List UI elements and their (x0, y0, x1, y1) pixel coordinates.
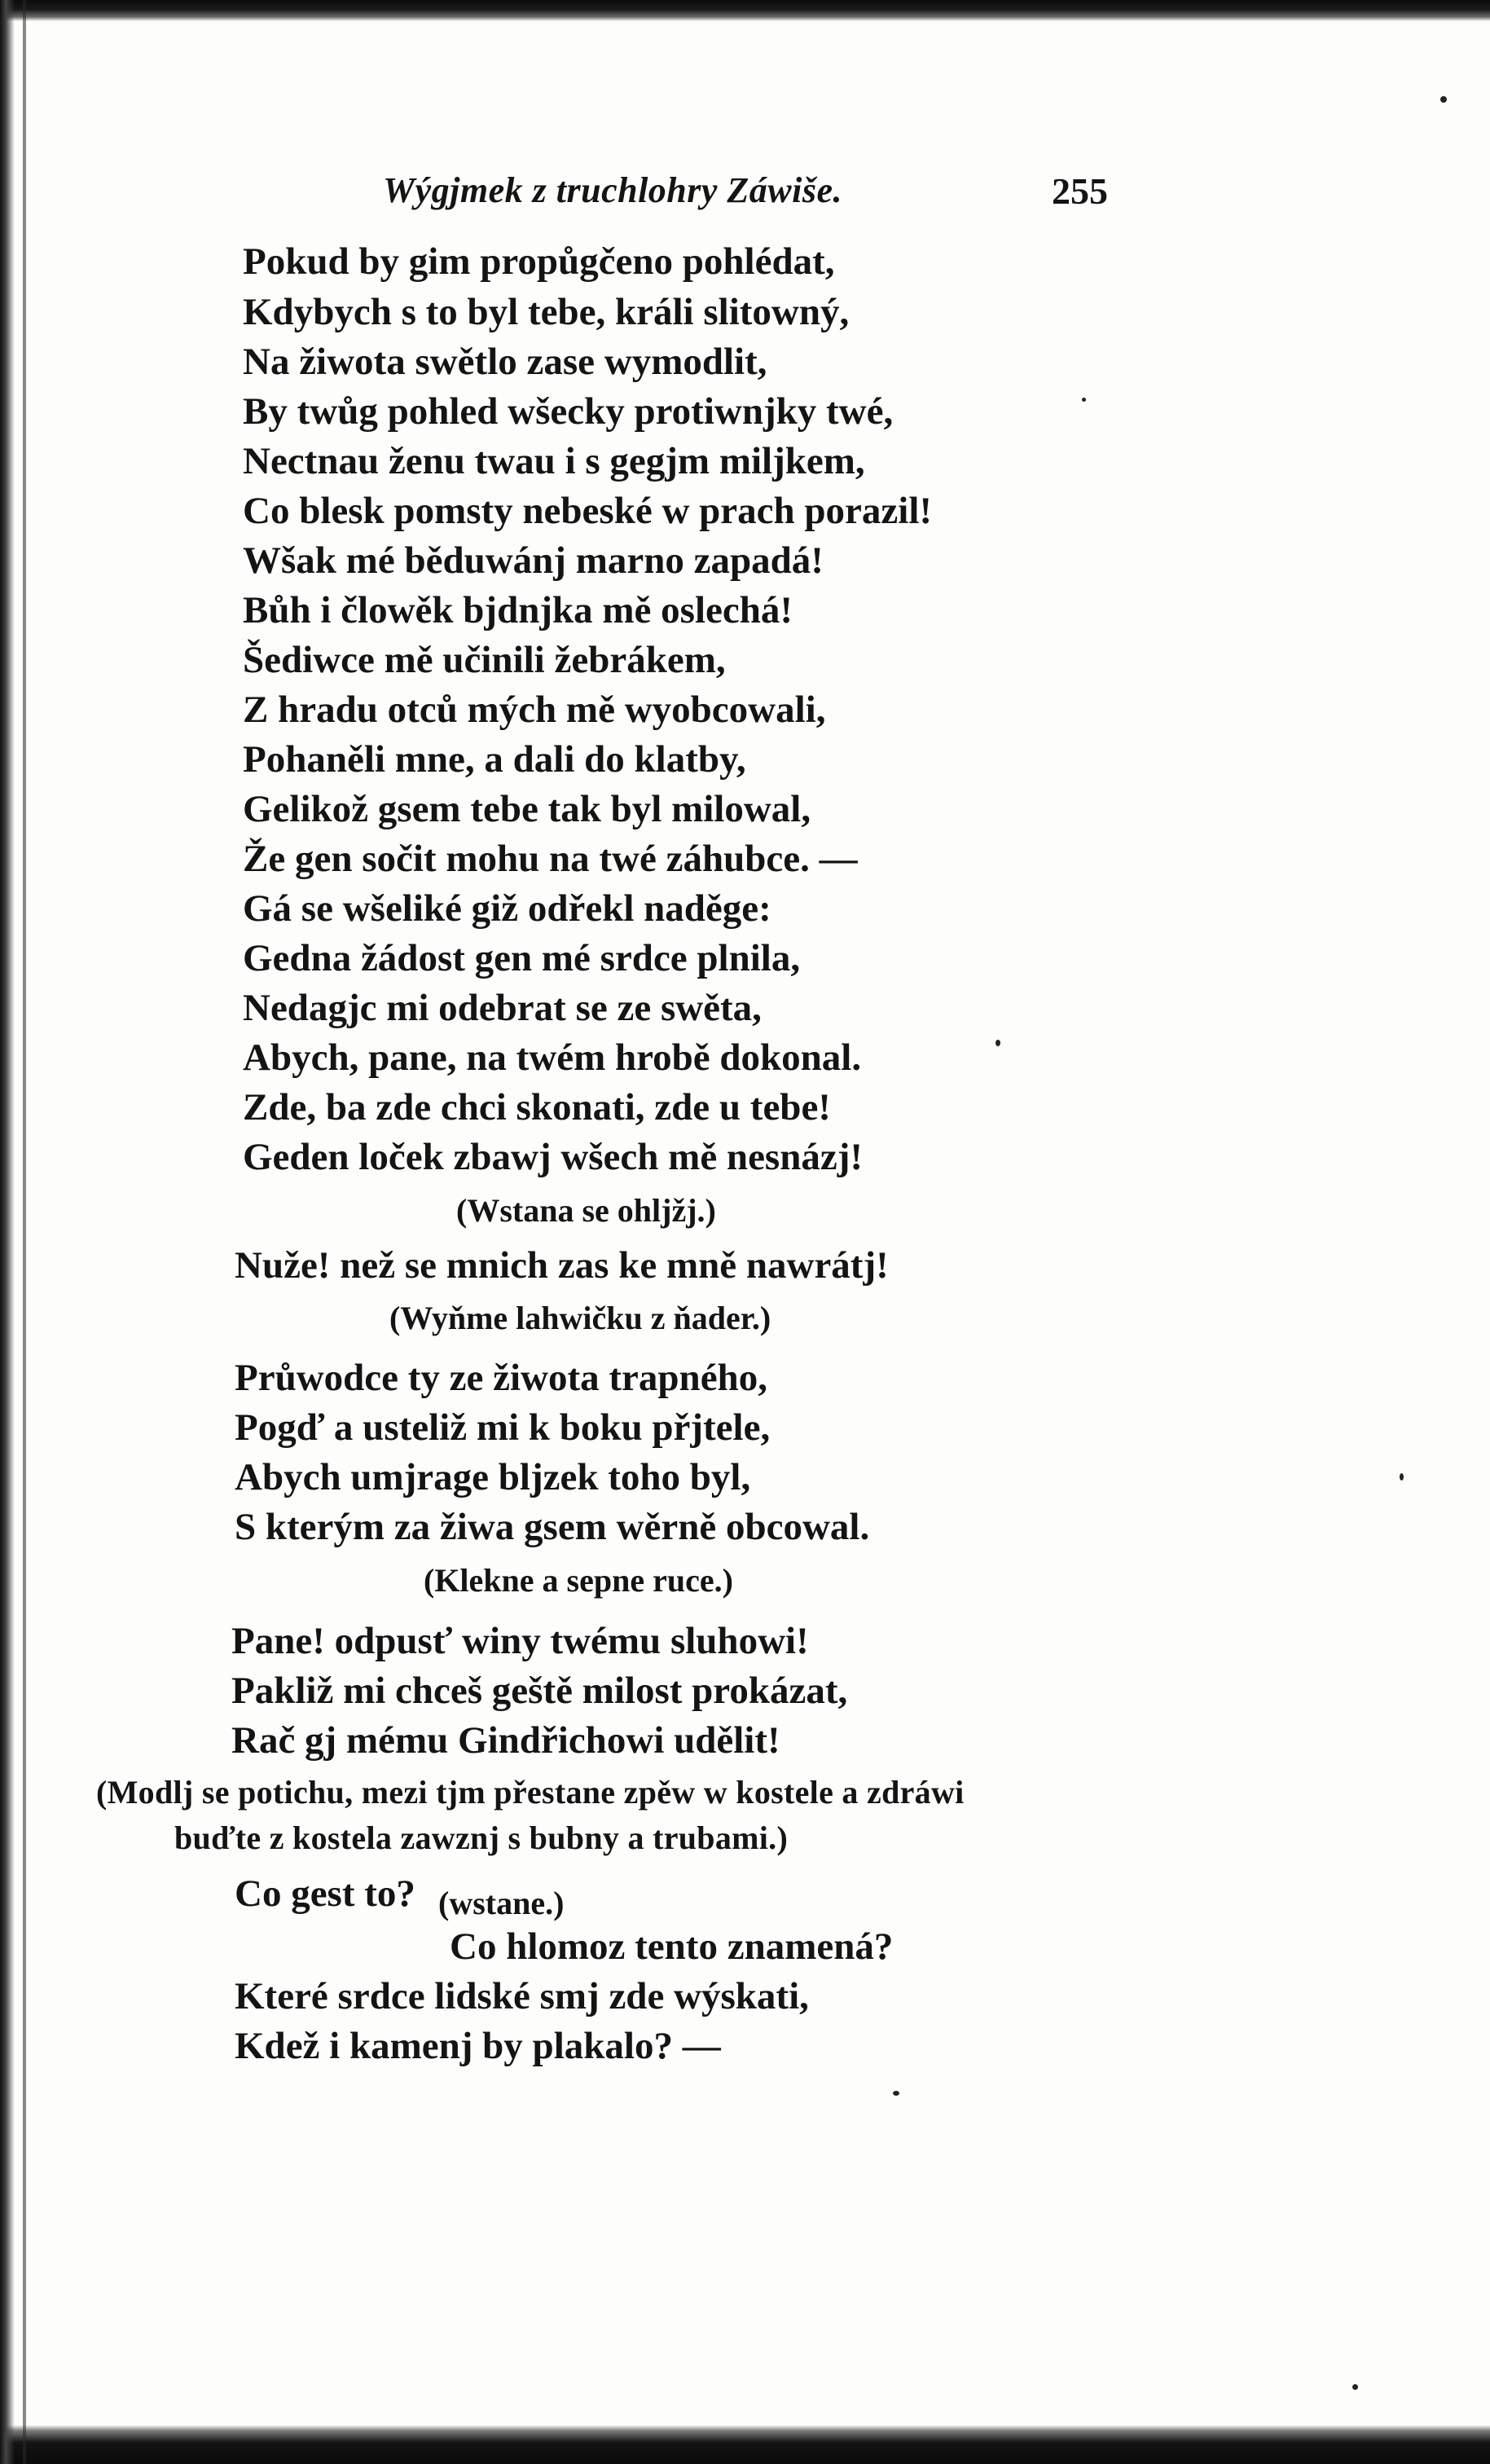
scan-edge-top (0, 0, 1490, 21)
scan-speck (996, 1040, 1000, 1046)
verse-line: Pane! odpusť winy twému sluhowi! (231, 1620, 809, 1662)
stage-direction: (Wstana se ohljžj.) (456, 1192, 716, 1229)
running-title: Wýgjmek z truchlohry Záwiše. (383, 170, 843, 210)
stage-direction: (Modlj se potichu, mezi tjm přestane zpěw w kostele a zdráwi (96, 1774, 965, 1811)
verse-line: Co hlomoz tento znamená? (450, 1925, 894, 1968)
verse-line: Co gest to? (235, 1872, 415, 1915)
scan-speck (893, 2091, 899, 2096)
page-number: 255 (1052, 170, 1108, 212)
verse-line: Že gen sočit mohu na twé záhubce. — (243, 838, 858, 880)
verse-line: Gedna žádost gen mé srdce plnila, (243, 937, 801, 979)
verse-line: Kdybych s to byl tebe, králi slitowný, (243, 291, 850, 333)
verse-line: Pakliž mi chceš geště milost prokázat, (231, 1670, 848, 1712)
stage-direction: (wstane.) (438, 1885, 565, 1921)
verse-line: Geden loček zbawj wšech mě nesnázj! (243, 1136, 864, 1178)
scan-edge-bottom (0, 2425, 1490, 2464)
stage-direction: (Wyňme lahwičku z ňader.) (389, 1300, 771, 1336)
scan-speck (1400, 1473, 1404, 1481)
verse-line: Průwodce ty ze žiwota trapného, (235, 1357, 767, 1399)
verse-line: Pogď a usteliž mi k boku přjtele, (235, 1406, 771, 1449)
verse-line: Pohaněli mne, a dali do klatby, (243, 738, 746, 781)
verse-line: By twůg pohled wšecky protiwnjky twé, (243, 390, 894, 433)
verse-line: Wšak mé běduwánj marno zapadá! (243, 539, 824, 582)
verse-line: Co blesk pomsty nebeské w prach porazil! (243, 490, 933, 532)
verse-line: Gelikož gsem tebe tak byl milowal, (243, 788, 811, 830)
verse-line: Nedagjc mi odebrat se ze swěta, (243, 987, 762, 1029)
verse-line: Nuže! než se mnich zas ke mně nawrátj! (235, 1244, 889, 1287)
scan-edge-left-line (23, 0, 26, 2464)
verse-line: Na žiwota swětlo zase wymodlit, (243, 341, 767, 383)
verse-line: Z hradu otců mých mě wyobcowali, (243, 689, 826, 731)
verse-line: Šediwce mě učinili žebrákem, (243, 639, 726, 681)
verse-line: Kdež i kamenj by plakalo? — (235, 2025, 721, 2067)
verse-line: Pokud by gim propůgčeno pohlédat, (243, 240, 835, 283)
scan-edge-left (0, 0, 15, 2464)
running-header (383, 169, 1116, 227)
verse-line: Abych, pane, na twém hrobě dokonal. (243, 1036, 862, 1079)
verse-line: Abych umjrage bljzek toho byl, (235, 1456, 751, 1498)
stage-direction: (Klekne a sepne ruce.) (424, 1562, 733, 1599)
verse-line: Nectnau ženu twau i s gegjm miljkem, (243, 440, 865, 482)
verse-line: S kterým za žiwa gsem wěrně obcowal. (235, 1506, 870, 1548)
verse-line: Bůh i člowěk bjdnjka mě oslechá! (243, 589, 793, 631)
scan-speck (1440, 96, 1447, 103)
scan-speck (1082, 398, 1086, 402)
scan-speck (1352, 2384, 1358, 2390)
verse-line: Gá se wšeliké giž odřekl naděge: (243, 887, 771, 930)
verse-line: Zde, ba zde chci skonati, zde u tebe! (243, 1086, 831, 1129)
stage-direction: buďte z kostela zawznj s bubny a trubami.) (174, 1819, 789, 1856)
verse-line: Které srdce lidské smj zde wýskati, (235, 1975, 809, 2017)
verse-line: Rač gj mému Gindřichowi udělit! (231, 1719, 780, 1762)
